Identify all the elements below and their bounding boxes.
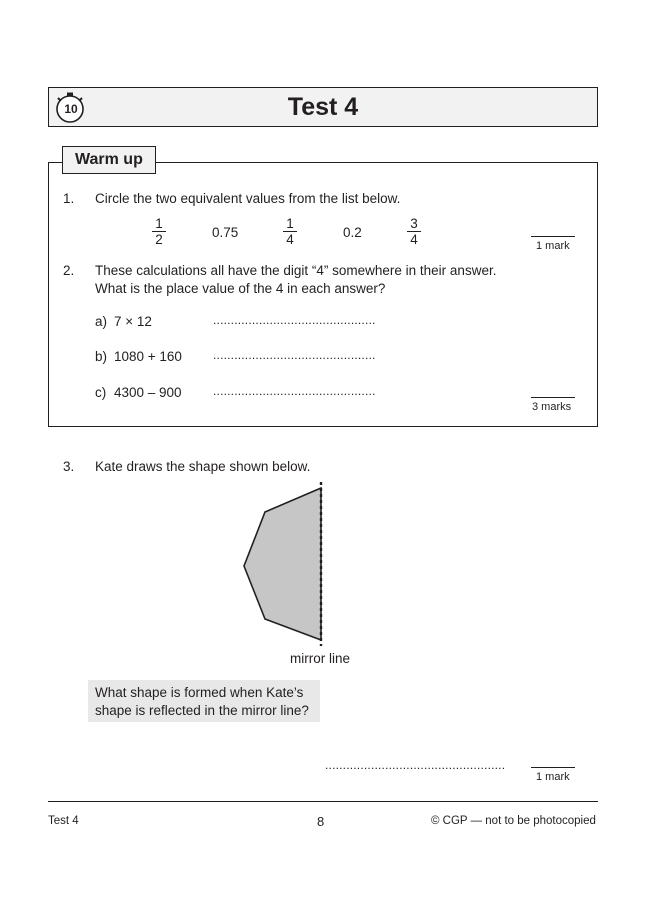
fraction-denominator: 2: [155, 232, 163, 247]
footer-test-name: Test 4: [48, 815, 79, 827]
fraction-numerator: 3: [407, 216, 421, 232]
q2-marks: 3 marks: [532, 401, 572, 413]
q3-mark-line: [531, 767, 575, 768]
fraction-denominator: 4: [410, 232, 418, 247]
q2a-calc: 7 × 12: [114, 314, 152, 329]
q1-value-0-2[interactable]: 0.2: [343, 225, 362, 240]
fraction-denominator: 4: [286, 232, 294, 247]
q2c-calc: 4300 – 900: [114, 385, 182, 400]
half-shape: [244, 488, 321, 640]
kate-shape-diagram: [230, 480, 340, 650]
q3-answer-field[interactable]: ...................................................: [325, 758, 506, 772]
q3-text: Kate draws the shape shown below.: [95, 459, 311, 474]
fraction-numerator: 1: [152, 216, 166, 232]
q1-mark-line: [531, 236, 575, 237]
q3-prompt-line2: shape is reflected in the mirror line?: [95, 703, 309, 718]
q3-prompt-line1: What shape is formed when Kate’s: [95, 685, 304, 700]
q2-number: 2.: [63, 263, 75, 278]
q2-line2: What is the place value of the 4 in each answer?: [95, 281, 386, 296]
q2a-answer-field[interactable]: ..............................................: [213, 313, 376, 327]
q1-value-three-quarters[interactable]: [407, 216, 421, 247]
footer-copyright: © CGP — not to be photocopied: [431, 815, 596, 827]
q3-number: 3.: [63, 459, 75, 474]
q2a-label: a): [95, 314, 108, 329]
q1-text: Circle the two equivalent values from the list below.: [95, 191, 401, 206]
q2b-calc: 1080 + 160: [114, 349, 182, 364]
q1-value-half[interactable]: [152, 216, 166, 247]
q1-value-0-75[interactable]: 0.75: [212, 225, 239, 240]
page-number: 8: [317, 814, 325, 829]
q2-line1: These calculations all have the digit “4” somewhere in their answer.: [95, 263, 497, 278]
warmup-label: Warm up: [62, 146, 156, 174]
q1-marks: 1 mark: [536, 240, 570, 252]
q3-marks: 1 mark: [536, 771, 570, 783]
q2c-label: c): [95, 385, 107, 400]
q1-number: 1.: [63, 191, 75, 206]
footer-divider: [48, 801, 598, 802]
test-header: [48, 87, 598, 127]
q2b-label: b): [95, 349, 108, 364]
timer-minutes: 10: [64, 102, 78, 116]
mirror-line-label: mirror line: [290, 651, 351, 666]
q2b-answer-field[interactable]: ..............................................: [213, 348, 376, 362]
page-title: Test 4: [287, 93, 359, 121]
q1-value-quarter[interactable]: [283, 216, 297, 247]
fraction-numerator: 1: [283, 216, 297, 232]
q2-mark-line: [531, 397, 575, 398]
q2c-answer-field[interactable]: ..............................................: [213, 384, 376, 398]
